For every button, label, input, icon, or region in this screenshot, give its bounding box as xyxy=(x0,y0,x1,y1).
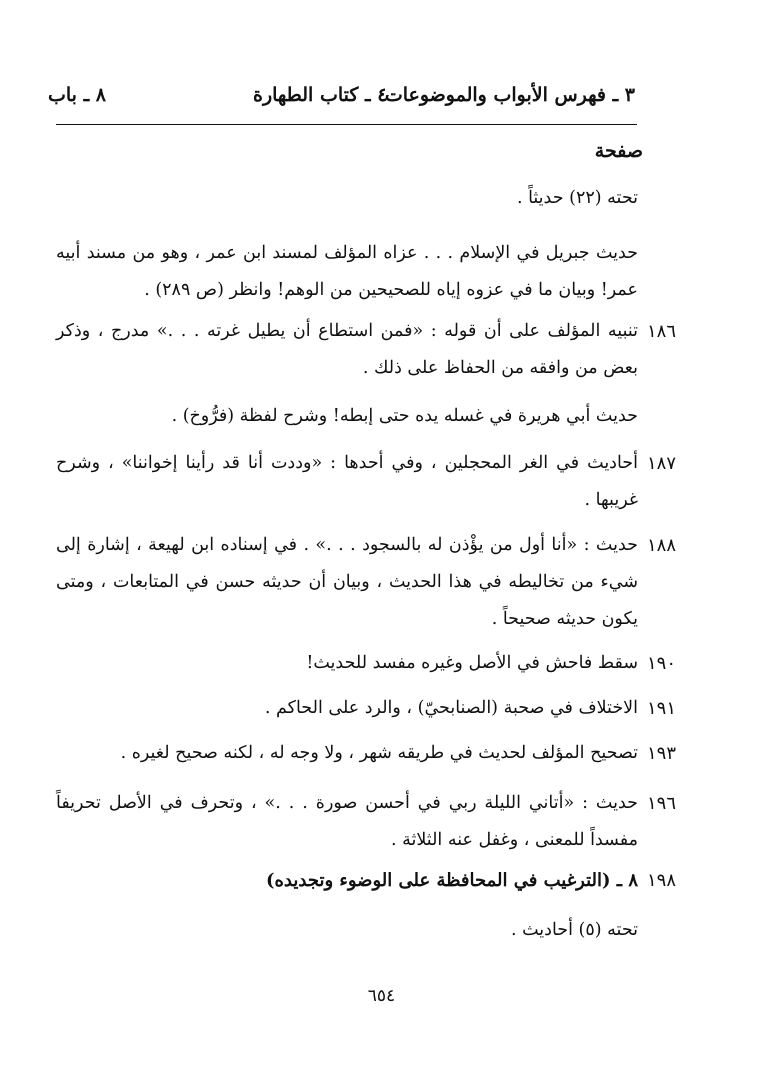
entry-text: تحته (٥) أحاديث . xyxy=(510,920,638,940)
entry-text: حديث جبريل في الإسلام . . . عزاه المؤلف لمسند ابن عمر ، وهو من مسند أبيه عمر! وبيان ما في عزوه إياه للصحيحين من الوهم! وانظر (ص ٢٨٩) . xyxy=(56,243,638,300)
entry-page-number: ١٨٦ xyxy=(647,321,677,342)
entry-text: أحاديث في الغر المحجلين ، وفي أحدها : «وددت أنا قد رأينا إخواننا» ، وشرح غريبها . xyxy=(56,453,638,510)
entry-text: حديث : «أنا أول من يؤْذن له بالسجود . . .» . في إسناده ابن لهيعة ، إشارة إلى شيء من تخاليطه في هذا الحديث ، وبيان أن حديثه حسن في المتابعات ، ومتى يكون حديثه صحيحاً . xyxy=(56,535,638,629)
entry-page-number: ١٨٧ xyxy=(647,453,677,474)
entry-page-number: ١٩٠ xyxy=(647,653,677,674)
section-page-number: ١٩٨ xyxy=(647,870,677,891)
entry-text: حديث : «أتاني الليلة ربي في أحسن صورة . . .» ، وتحرف في الأصل تحريفاً مفسداً للمعنى ، وغفل عنه الثلاثة . xyxy=(56,793,638,850)
entry-text: تنبيه المؤلف على أن قوله : «فمن استطاع أن يطيل غرته . . .» مدرج ، وذكر بعض من وافقه من الحفاظ على ذلك . xyxy=(56,321,638,378)
entry-page-number: ١٨٨ xyxy=(647,535,677,556)
entry-text: تحته (٢٢) حديثاً . xyxy=(516,188,638,208)
entry-text: تصحيح المؤلف لحديث في طريقه شهر ، ولا وجه له ، لكنه صحيح لغيره . xyxy=(120,743,638,763)
entry-page-number: ١٩٦ xyxy=(647,793,677,814)
entry-page-number: ١٩٣ xyxy=(647,743,677,764)
entry-text: حديث أبي هريرة في غسله يده حتى إبطه! وشرح لفظة (فرُّوخ) . xyxy=(171,406,638,426)
header-chapter: ٨ ـ باب xyxy=(48,84,106,106)
entry-page-number: ١٩١ xyxy=(647,698,677,719)
section-heading: ٨ ـ (الترغيب في المحافظة على الوضوء وتجديده) xyxy=(265,870,638,891)
page-column-label: صفحة xyxy=(594,140,643,162)
entry-text: الاختلاف في صحبة (الصنابحيّ) ، والرد على الحاكم . xyxy=(264,698,638,718)
header-index-title: ٣ ـ فهرس الأبواب والموضوعات xyxy=(384,84,635,106)
entry-text: سقط فاحش في الأصل وغيره مفسد للحديث! xyxy=(306,653,638,673)
running-header xyxy=(48,80,635,114)
header-rule xyxy=(56,124,637,125)
header-book-title: ٤ ـ كتاب الطهارة xyxy=(253,84,388,106)
page-number: ٦٥٤ xyxy=(367,986,396,1006)
